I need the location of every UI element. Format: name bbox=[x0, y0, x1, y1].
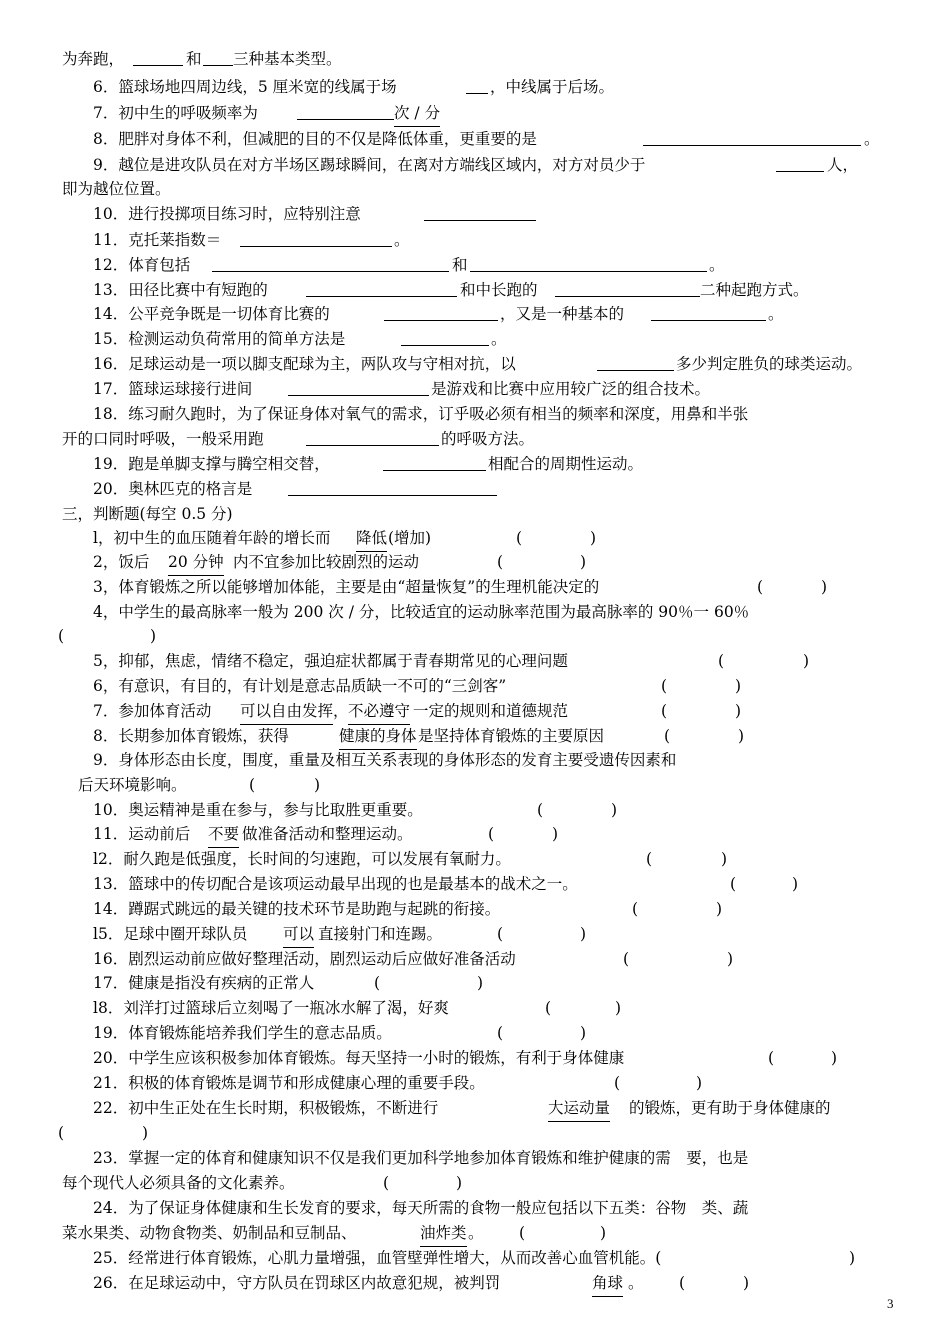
line-text: 为奔跑， bbox=[62, 50, 125, 68]
line-text: 二种起跑方式。 bbox=[700, 281, 809, 299]
line-text: 一定的规则和道德规范 bbox=[413, 702, 569, 720]
line-text: 10．进行投掷项目练习时，应特别注意 bbox=[93, 205, 361, 223]
underlined-text: 健康的身体 bbox=[339, 723, 417, 750]
line-text: ) bbox=[580, 925, 587, 943]
line-text: ( bbox=[646, 850, 653, 868]
answer-blank[interactable] bbox=[240, 246, 392, 247]
answer-blank[interactable] bbox=[651, 320, 766, 321]
text-line bbox=[0, 1045, 950, 1071]
answer-blank[interactable] bbox=[306, 296, 457, 297]
line-text: ( bbox=[718, 652, 725, 670]
line-text: ( bbox=[383, 1174, 390, 1192]
underlined-text: 降低 bbox=[356, 525, 387, 552]
line-text: ( bbox=[516, 529, 523, 547]
text-line bbox=[0, 1195, 950, 1221]
text-line bbox=[0, 227, 950, 253]
line-text: 。 bbox=[394, 231, 410, 249]
underlined-text: 20 分钟 bbox=[168, 549, 224, 576]
line-text: 2，饭后 bbox=[93, 553, 150, 571]
line-text: ) bbox=[600, 1224, 607, 1242]
line-text: 15．检测运动负荷常用的简单方法是 bbox=[93, 330, 346, 348]
line-text: 9．越位是进攻队员在对方半场区踢球瞬间，在离对方端线区域内，对方对员少于 bbox=[93, 156, 646, 174]
line-text: l8．刘洋打过篮球后立刻喝了一瓶冰水解了渴，好爽 bbox=[93, 999, 449, 1017]
line-text: l，初中生的血压随着年龄的增长而 bbox=[93, 529, 331, 547]
line-text: ( bbox=[249, 776, 256, 794]
line-text: ) bbox=[696, 1074, 703, 1092]
line-text: ( bbox=[545, 999, 552, 1017]
text-line bbox=[0, 401, 950, 427]
line-text: ) bbox=[477, 974, 484, 992]
line-text: 8．肥胖对身体不利，但减肥的目的不仅是降低体重，更重要的是 bbox=[93, 130, 537, 148]
line-text: 4，中学生的最高脉率一般为 200 次 / 分，比较适宜的运动脉率范围为最高脉率的 90％一 60％ bbox=[93, 603, 750, 621]
line-text: 8．长期参加体育锻炼，获得 bbox=[93, 727, 289, 745]
line-text: 6．篮球场地四周边线，5 厘米宽的线属于场 bbox=[93, 78, 397, 96]
line-text: 10．奥运精神是重在参与，参与比取胜更重要。 bbox=[93, 801, 423, 819]
line-text: 和 bbox=[452, 256, 468, 274]
line-text: ( bbox=[661, 702, 668, 720]
line-text: 。 bbox=[864, 130, 880, 148]
text-line bbox=[0, 1095, 950, 1121]
underlined-text: 油炸类 bbox=[420, 1220, 467, 1247]
line-text: 20．奥林匹克的格言是 bbox=[93, 480, 253, 498]
line-text: 内不宜参加比较剧烈的运动 bbox=[233, 553, 420, 571]
line-text: ) bbox=[716, 900, 723, 918]
answer-blank[interactable] bbox=[643, 145, 861, 146]
text-line bbox=[0, 574, 950, 600]
line-text: 做准备活动和整理运动。 bbox=[242, 825, 413, 843]
text-line bbox=[0, 1070, 950, 1096]
line-text: ( bbox=[757, 578, 764, 596]
line-text: ( bbox=[497, 553, 504, 571]
text-line bbox=[0, 599, 950, 625]
text-line bbox=[0, 747, 950, 773]
line-text: 23．掌握一定的体育和健康知识不仅是我们更加科学地参加体育锻炼和维护健康的需 要，也是 bbox=[93, 1149, 749, 1167]
answer-blank[interactable] bbox=[203, 65, 233, 66]
text-line bbox=[0, 673, 950, 699]
line-text: ( bbox=[614, 1074, 621, 1092]
line-text: 24．为了保证身体健康和生长发育的要求，每天所需的食物一般应包括以下五类：谷物 类、蔬 bbox=[93, 1199, 749, 1217]
line-text: 开的口同时呼吸，一般采用跑 bbox=[62, 430, 264, 448]
line-text: ) bbox=[314, 776, 321, 794]
line-text: 18．练习耐久跑时，为了保证身体对氧气的需求，订乎吸必须有相当的频率和深度，用鼻和半张 bbox=[93, 405, 749, 423]
line-text: ( bbox=[58, 627, 65, 645]
line-text: 13．田径比赛中有短跑的 bbox=[93, 281, 268, 299]
line-text: ) bbox=[142, 1124, 149, 1142]
answer-blank[interactable] bbox=[288, 395, 429, 396]
line-text: 20．中学生应该积极参加体育锻炼。每天坚持一小时的锻炼，有利于身体健康 bbox=[93, 1049, 625, 1067]
line-text: ) bbox=[552, 825, 559, 843]
answer-blank[interactable] bbox=[401, 345, 489, 346]
line-text: 和中长跑的 bbox=[460, 281, 538, 299]
text-line bbox=[0, 74, 950, 100]
line-text: ) bbox=[615, 999, 622, 1017]
line-text: 多少判定胜负的球类运动。 bbox=[676, 355, 863, 373]
text-line bbox=[0, 723, 950, 749]
answer-blank[interactable] bbox=[133, 65, 183, 66]
text-line bbox=[0, 549, 950, 575]
line-text: ) bbox=[727, 950, 734, 968]
line-text: 7．初中生的呼吸频率为 bbox=[93, 104, 258, 122]
line-text: 21．积极的体育锻炼是调节和形成健康心理的重要手段。 bbox=[93, 1074, 485, 1092]
line-text: ) bbox=[150, 627, 157, 645]
text-line bbox=[0, 970, 950, 996]
line-text: 。 bbox=[768, 305, 784, 323]
line-text: ) bbox=[611, 801, 618, 819]
line-text: ) bbox=[580, 553, 587, 571]
text-line bbox=[0, 772, 950, 798]
line-text: 19．跑是单脚支撑与腾空相交替， bbox=[93, 455, 330, 473]
line-text: 菜水果类、动物食物类、奶制品和豆制品、 bbox=[62, 1224, 357, 1242]
line-text: 7．参加体育活动 bbox=[93, 702, 212, 720]
line-text: ( bbox=[374, 974, 381, 992]
line-text: ( bbox=[679, 1274, 686, 1292]
line-text: 。 bbox=[709, 256, 725, 274]
text-line bbox=[0, 871, 950, 897]
line-text: 19．体育锻炼能培养我们学生的意志品质。 bbox=[93, 1024, 392, 1042]
line-text: ) bbox=[738, 727, 745, 745]
line-text: ) bbox=[743, 1274, 750, 1292]
text-line bbox=[0, 277, 950, 303]
text-line bbox=[0, 1145, 950, 1171]
text-line bbox=[0, 476, 950, 502]
line-text: 即为越位位置。 bbox=[62, 180, 171, 198]
line-text: 三种基本类型。 bbox=[233, 50, 342, 68]
underlined-text: 不必遵守 bbox=[348, 698, 410, 725]
line-text: 是游戏和比赛中应用较广泛的组合技术。 bbox=[431, 380, 711, 398]
line-text: 22．初中生正处在生长时期，积极锻炼，不断进行 bbox=[93, 1099, 439, 1117]
text-line bbox=[0, 1170, 950, 1196]
answer-blank[interactable] bbox=[597, 370, 674, 371]
text-line bbox=[0, 46, 950, 72]
text-line bbox=[0, 100, 950, 126]
line-text: l2．耐久跑是低强度，长时间的匀速跑，可以发展有氧耐力。 bbox=[93, 850, 511, 868]
line-text: (增加) bbox=[388, 529, 432, 547]
answer-blank[interactable] bbox=[212, 271, 449, 272]
text-line bbox=[0, 623, 950, 649]
line-text: 三，判断题(每空 0.5 分) bbox=[62, 505, 233, 523]
underlined-text: 不要 bbox=[208, 821, 239, 848]
line-text: ，又是一种基本的 bbox=[500, 305, 625, 323]
line-text: ) bbox=[721, 850, 728, 868]
answer-blank[interactable] bbox=[384, 320, 498, 321]
line-text: 。 bbox=[628, 1274, 644, 1292]
line-text: 16．足球运动是一项以脚支配球为主，两队攻与守相对抗，以 bbox=[93, 355, 516, 373]
answer-blank[interactable] bbox=[297, 119, 394, 120]
text-line bbox=[0, 846, 950, 872]
text-line bbox=[0, 152, 950, 178]
answer-blank[interactable] bbox=[424, 220, 536, 221]
text-line bbox=[0, 1020, 950, 1046]
line-text: 11．克托莱指数＝ bbox=[93, 231, 222, 249]
underlined-text: 角球 bbox=[592, 1270, 623, 1297]
line-text: 相配合的周期性运动。 bbox=[488, 455, 644, 473]
underlined-text: 可以 bbox=[283, 921, 314, 948]
text-line bbox=[0, 896, 950, 922]
line-text: l5．足球中圈开球队员 bbox=[93, 925, 248, 943]
line-text: ( bbox=[664, 727, 671, 745]
text-line bbox=[0, 1245, 950, 1271]
text-line bbox=[0, 451, 950, 477]
text-line bbox=[0, 797, 950, 823]
text-line bbox=[0, 252, 950, 278]
line-text: 12．体育包括 bbox=[93, 256, 191, 274]
line-text: 26．在足球运动中，守方队员在罚球区内故意犯规，被判罚 bbox=[93, 1274, 501, 1292]
line-text: ) bbox=[590, 529, 597, 547]
answer-blank[interactable] bbox=[470, 271, 707, 272]
line-text: 6，有意识，有目的，有计划是意志品质缺一不可的“三剑客” bbox=[93, 677, 507, 695]
line-text: 25．经常进行体育锻炼，心肌力量增强，血管壁弹性增大，从而改善心血管机能。( bbox=[93, 1249, 662, 1267]
underlined-text: 大运动量 bbox=[548, 1095, 610, 1122]
line-text: 17．健康是指没有疾病的正常人 bbox=[93, 974, 315, 992]
text-line bbox=[0, 1270, 950, 1296]
line-text: 是坚持体育锻炼的主要原因 bbox=[418, 727, 605, 745]
text-line bbox=[0, 821, 950, 847]
line-text: ( bbox=[519, 1224, 526, 1242]
line-text: 9．身体形态由长度，围度，重量及相互关系表现的身体形态的发育主要受遗传因素和 bbox=[93, 751, 677, 769]
answer-blank[interactable] bbox=[466, 93, 488, 94]
answer-blank[interactable] bbox=[288, 495, 497, 496]
line-text: ，中线属于后场。 bbox=[490, 78, 615, 96]
line-text: ) bbox=[735, 702, 742, 720]
line-text: 。 bbox=[491, 330, 507, 348]
line-text: ) bbox=[821, 578, 828, 596]
line-text: ( bbox=[537, 801, 544, 819]
line-text: 的锻炼，更有助于身体健康的 bbox=[629, 1099, 831, 1117]
answer-blank[interactable] bbox=[306, 445, 439, 446]
answer-blank[interactable] bbox=[776, 171, 824, 172]
line-text: 17．篮球运球接行进间 bbox=[93, 380, 253, 398]
line-text: ( bbox=[661, 677, 668, 695]
line-text: ) bbox=[735, 677, 742, 695]
answer-blank[interactable] bbox=[383, 470, 486, 471]
line-text: ， bbox=[333, 702, 349, 720]
text-line bbox=[0, 126, 950, 152]
line-text: 11．运动前后 bbox=[93, 825, 191, 843]
line-text: ( bbox=[768, 1049, 775, 1067]
line-text: ) bbox=[849, 1249, 856, 1267]
line-text: 13．篮球中的传切配合是该项运动最早出现的也是最基本的战术之一。 bbox=[93, 875, 578, 893]
line-text: 每个现代人必须具备的文化素养。 bbox=[62, 1174, 295, 1192]
line-text: 。 bbox=[468, 1224, 484, 1242]
text-line bbox=[0, 1220, 950, 1246]
line-text: 5，抑郁，焦虑，情绪不稳定，强迫症状都属于青春期常见的心理问题 bbox=[93, 652, 568, 670]
line-text: ( bbox=[632, 900, 639, 918]
text-line bbox=[0, 946, 950, 972]
text-line bbox=[0, 176, 950, 202]
answer-blank[interactable] bbox=[555, 296, 700, 297]
text-line bbox=[0, 698, 950, 724]
line-text: ) bbox=[803, 652, 810, 670]
line-text: 的呼吸方法。 bbox=[441, 430, 535, 448]
text-line bbox=[0, 326, 950, 352]
underlined-text: 可以自由发挥 bbox=[240, 698, 333, 725]
line-text: 3，体育锻炼之所以能够增加体能，主要是由“超量恢复”的生理机能决定的 bbox=[93, 578, 600, 596]
line-text: 16．剧烈运动前应做好整理活动，剧烈运动后应做好准备活动 bbox=[93, 950, 516, 968]
line-text: 直接射门和连踢。 bbox=[318, 925, 443, 943]
line-text: ( bbox=[58, 1124, 65, 1142]
underlined-text: 次 / 分 bbox=[394, 100, 440, 127]
text-line bbox=[0, 921, 950, 947]
text-line bbox=[0, 648, 950, 674]
page-number: 3 bbox=[887, 1296, 894, 1311]
line-text: ) bbox=[792, 875, 799, 893]
line-text: ( bbox=[497, 1024, 504, 1042]
line-text: 后天环境影响。 bbox=[78, 776, 187, 794]
text-line bbox=[0, 525, 950, 551]
text-line bbox=[0, 376, 950, 402]
line-text: ( bbox=[623, 950, 630, 968]
text-line bbox=[0, 426, 950, 452]
line-text: ) bbox=[456, 1174, 463, 1192]
text-line bbox=[0, 995, 950, 1021]
line-text: ( bbox=[730, 875, 737, 893]
line-text: 人， bbox=[827, 156, 859, 174]
line-text: 14．蹲踞式跳远的最关键的技术环节是助跑与起跳的衔接。 bbox=[93, 900, 501, 918]
line-text: ( bbox=[497, 925, 504, 943]
text-line bbox=[0, 1120, 950, 1146]
line-text: 和 bbox=[186, 50, 202, 68]
text-line bbox=[0, 351, 950, 377]
text-line bbox=[0, 301, 950, 327]
line-text: 14．公平竞争既是一切体育比赛的 bbox=[93, 305, 330, 323]
text-line bbox=[0, 201, 950, 227]
line-text: ( bbox=[488, 825, 495, 843]
text-line bbox=[0, 501, 950, 527]
line-text: ) bbox=[580, 1024, 587, 1042]
line-text: ) bbox=[831, 1049, 838, 1067]
